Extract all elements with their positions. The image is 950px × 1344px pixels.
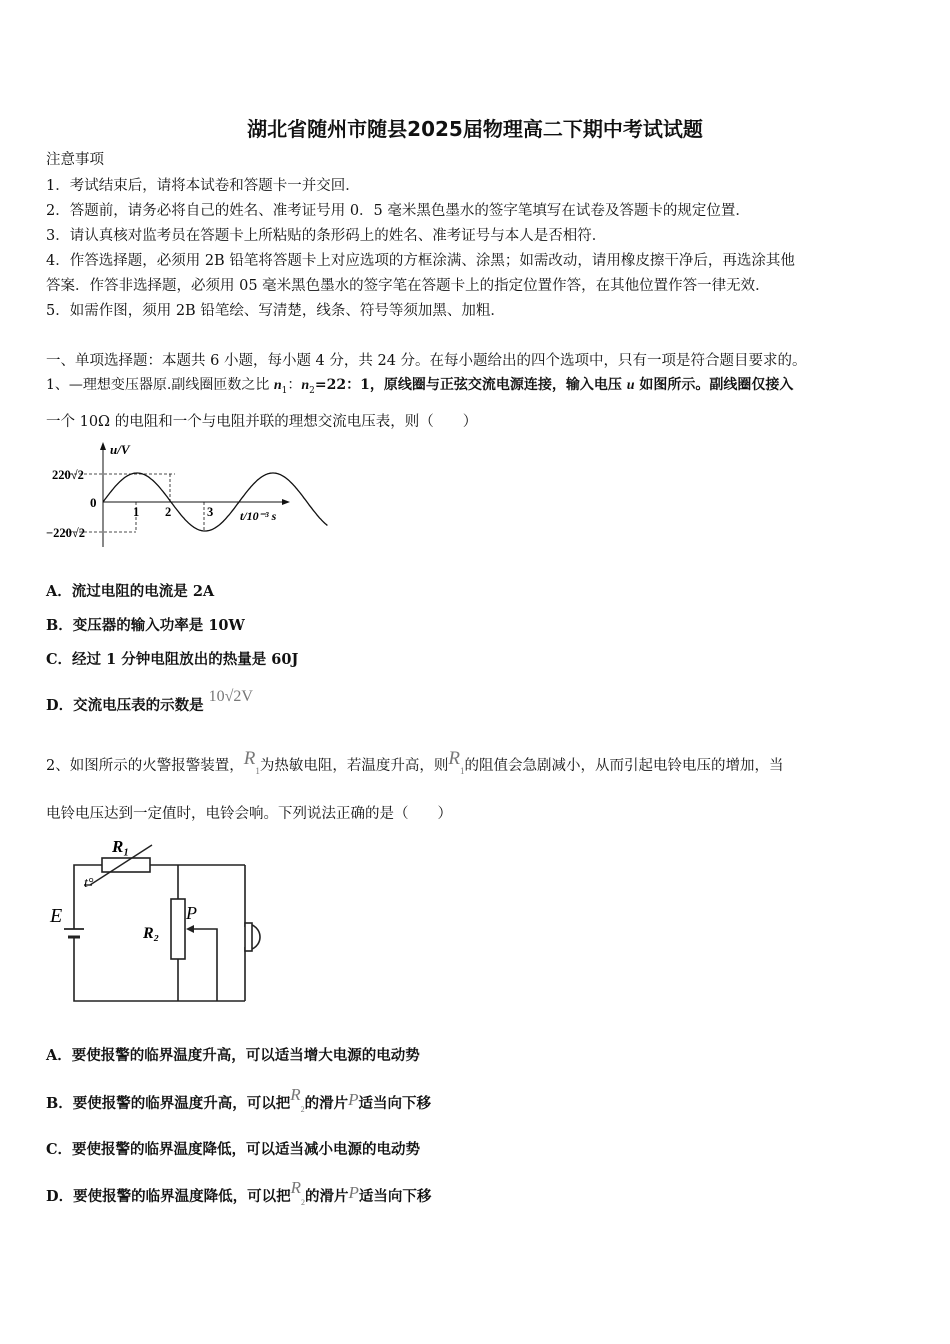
n1-subscript: 1 xyxy=(281,385,288,396)
option-d: D．要使报警的临界温度降低，可以把$R_2$的滑片P适当向下移 xyxy=(46,1178,432,1207)
option-c: C．经过 1 分钟电阻放出的热量是 60J xyxy=(46,651,299,668)
option-b: B．要使报警的临界温度升高，可以把$R_2$的滑片P适当向下移 xyxy=(46,1085,432,1114)
notice-item: 2．答题前，请务必将自己的姓名、准考证号用 0．5 毫米黑色墨水的签字笔填写在试卷及答题卡的规定位置． xyxy=(46,203,750,219)
q1-stem-line1 xyxy=(46,375,793,401)
option-a: A．要使报警的临界温度升高，可以适当增大电源的电动势 xyxy=(46,1047,420,1064)
q1-text: ： xyxy=(287,377,302,393)
y-max-label: 220√2 xyxy=(52,468,84,482)
n2-subscript: 2 xyxy=(309,385,315,396)
option-d: D．交流电压表的示数是 10√2V xyxy=(46,688,253,714)
u-symbol: u xyxy=(626,378,635,393)
notice-item: 4．作答选择题，必须用 2B 铅笔将答题卡上对应选项的方框涂满、涂黑；如需改动，请用橡皮擦干净后，再选涂其他 xyxy=(46,253,795,269)
option-c: C．要使报警的临界温度降低，可以适当减小电源的电动势 xyxy=(46,1141,421,1158)
r1-symbol: R xyxy=(243,748,256,769)
y-axis-label: u/V xyxy=(110,442,130,457)
formula: 10√2V xyxy=(208,688,253,705)
r1-subscript: 1 xyxy=(459,765,465,776)
r2-symbol: R xyxy=(290,1085,301,1104)
n1-symbol: n xyxy=(273,378,282,393)
option-b: B．变压器的输入功率是 10W xyxy=(46,617,245,634)
page-title: 湖北省随州市随县2025届物理高二下期中考试试题 xyxy=(247,117,703,141)
t-label: t° xyxy=(84,876,94,891)
p-label: P xyxy=(186,903,197,923)
q1-text: 如图所示。副线圈仅接入 xyxy=(634,377,794,393)
r1-subscript: 1 xyxy=(255,765,260,776)
q1-text: 1、—理想变压器原.副线圈匝数之比 xyxy=(46,377,274,393)
x-axis-label: t/10⁻³ s xyxy=(240,509,277,523)
r1-symbol: R xyxy=(448,748,460,769)
n2-symbol: n xyxy=(301,378,310,393)
q2-stem-line1: 2、如图所示的火警报警装置，$R_1$为热敏电阻，若温度升高，则$R_1$的阻值会急剧减小，从而引起电铃电压的增加，当 xyxy=(46,748,784,776)
alarm-circuit xyxy=(46,835,286,1015)
e-label: E xyxy=(50,905,63,927)
x-tick-label: 2 xyxy=(165,505,172,519)
y-min-label: −220√2 xyxy=(46,526,85,540)
section-heading: 一、单项选择题：本题共 6 小题，每小题 4 分，共 24 分。在每小题给出的四个选项中，只有一项是符合题目要求的。 xyxy=(46,353,807,369)
notice-item: 答案．作答非选择题，必须用 05 毫米黑色墨水的签字笔在答题卡上的指定位置作答，在其他位置作答一律无效． xyxy=(46,278,770,294)
voltage-graph xyxy=(46,440,306,550)
r2-label: R₂ xyxy=(143,925,160,942)
p-symbol: P xyxy=(348,1183,359,1202)
r2-subscript: 2 xyxy=(300,1197,305,1207)
notice-item: 3．请认真核对监考员在答题卡上所粘贴的条形码上的姓名、准考证号与本人是否相符． xyxy=(46,228,607,244)
r1-label: R₁ xyxy=(112,837,130,856)
origin-label: 0 xyxy=(90,495,97,510)
q2-stem-line2: 电铃电压达到一定值时，电铃会响。下列说法正确的是（ ） xyxy=(46,806,452,822)
notice-heading: 注意事项 xyxy=(46,152,104,168)
q1-stem-line2: 一个 10Ω 的电阻和一个与电阻并联的理想交流电压表，则（ ） xyxy=(46,414,478,430)
notice-item: 1．考试结束后，请将本试卷和答题卡一并交回． xyxy=(46,178,360,194)
r2-subscript: 2 xyxy=(300,1104,305,1114)
notice-item: 5．如需作图，须用 2B 铅笔绘、写清楚，线条、符号等须加黑、加粗． xyxy=(46,303,505,319)
q1-text: =22：1，原线圈与正弦交流电源连接，输入电压 xyxy=(314,377,627,393)
x-tick-label: 3 xyxy=(207,505,214,519)
r2-symbol: R xyxy=(290,1178,301,1197)
p-symbol: P xyxy=(348,1090,359,1109)
x-tick-label: 1 xyxy=(133,505,140,519)
option-a: A．流过电阻的电流是 2A xyxy=(46,583,215,600)
